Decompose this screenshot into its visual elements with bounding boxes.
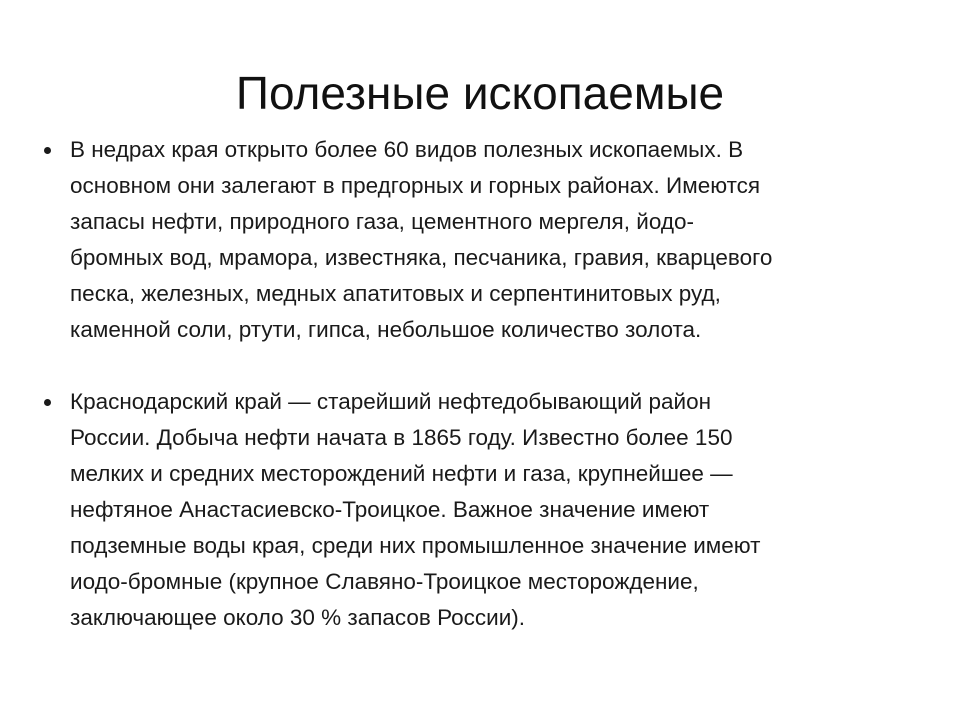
bullet-line: запасы нефти, природного газа, цементного мергеля, йодо- (70, 209, 694, 234)
bullet-line: России. Добыча нефти начата в 1865 году. Известно более 150 (70, 425, 733, 450)
bullet-item (44, 132, 914, 348)
bullet-line: основном они залегают в предгорных и горных районах. Имеются (70, 173, 761, 198)
bullet-dot-icon (44, 399, 51, 406)
bullet-line: нефтяное Анастасиевско-Троицкое. Важное значение имеют (70, 497, 710, 522)
slide-title: Полезные ископаемые (235, 67, 725, 119)
bullet-line: В недрах края открыто более 60 видов полезных ископаемых. В (70, 137, 744, 162)
bullet-line: Краснодарский край — старейший нефтедобывающий район (70, 389, 712, 414)
bullet-item (44, 384, 914, 636)
bullet-line: каменной соли, ртути, гипса, небольшое количество золота. (70, 317, 702, 342)
bullet-dot-icon (44, 147, 51, 154)
bullet-line: бромных вод, мрамора, известняка, песчаника, гравия, кварцевого (70, 245, 773, 270)
bullet-line: песка, железных, медных апатитовых и серпентинитовых руд, (70, 281, 721, 306)
bullet-list (44, 132, 914, 636)
bullet-line: иодо-бромные (крупное Славяно-Троицкое месторождение, (70, 569, 699, 594)
bullet-line: мелких и средних месторождений нефти и газа, крупнейшее — (70, 461, 733, 486)
bullet-line: подземные воды края, среди них промышленное значение имеют (70, 533, 761, 558)
bullet-line: заключающее около 30 % запасов России). (70, 605, 526, 630)
